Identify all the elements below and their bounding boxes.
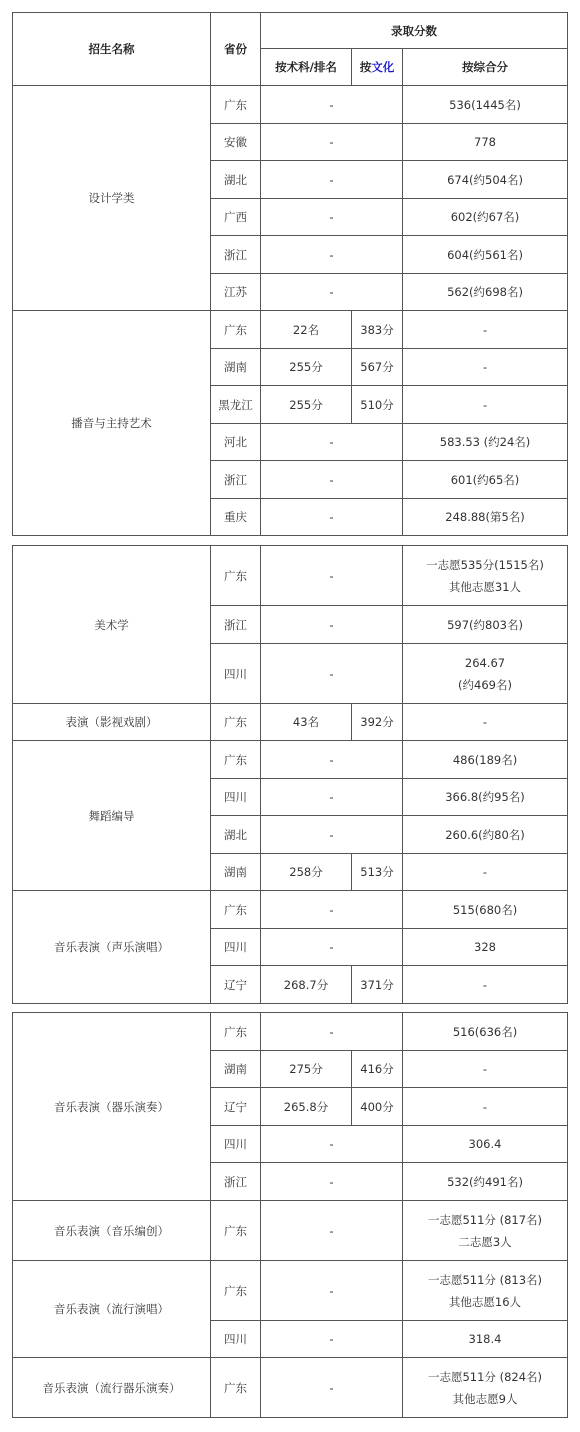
- total-score-line: 其他志愿9人: [452, 1391, 518, 1406]
- total-score-cell: 515(680名): [403, 891, 568, 929]
- province-cell: 广西: [211, 199, 261, 236]
- province-cell: 安徽: [211, 124, 261, 161]
- total-score-line: (约469名): [458, 677, 512, 692]
- major-name: 音乐表演（流行器乐演奏）: [13, 1358, 211, 1418]
- professional-score-cell: -: [261, 1358, 403, 1418]
- total-score-line: 264.67: [464, 655, 506, 670]
- professional-score-cell: 255分: [261, 386, 352, 424]
- score-table-part-1: [12, 12, 568, 536]
- group-design: [13, 86, 568, 311]
- major-name: 音乐表演（流行演唱）: [13, 1261, 211, 1358]
- total-score-cell: [403, 1358, 568, 1418]
- major-name: 播音与主持艺术: [13, 311, 211, 536]
- total-score-cell: 583.53 (约24名): [403, 424, 568, 461]
- total-score-line: 其他志愿16人: [448, 1294, 522, 1309]
- header-by-culture: [352, 49, 403, 86]
- professional-score-cell: 268.7分: [261, 966, 352, 1004]
- professional-score-cell: -: [261, 236, 403, 274]
- total-score-cell: 601(约65名): [403, 461, 568, 499]
- total-score-cell: [403, 1261, 568, 1321]
- total-score-cell: 778: [403, 124, 568, 161]
- province-cell: 辽宁: [211, 1088, 261, 1126]
- header-by-professional-prefix: 按术科: [275, 60, 310, 74]
- professional-score-cell: 43名: [261, 704, 352, 741]
- culture-score-cell: 416分: [352, 1051, 403, 1088]
- province-cell: 江苏: [211, 274, 261, 311]
- professional-score-cell: -: [261, 929, 403, 966]
- professional-score-cell: -: [261, 891, 403, 929]
- professional-score-cell: -: [261, 274, 403, 311]
- total-score-cell: [403, 644, 568, 704]
- professional-score-cell: -: [261, 816, 403, 854]
- province-cell: 湖南: [211, 349, 261, 386]
- province-cell: 广东: [211, 741, 261, 779]
- professional-score-cell: -: [261, 1201, 403, 1261]
- professional-score-cell: -: [261, 546, 403, 606]
- province-cell: 浙江: [211, 606, 261, 644]
- group-vocal: [13, 891, 568, 1004]
- professional-score-cell: -: [261, 741, 403, 779]
- professional-score-cell: -: [261, 606, 403, 644]
- total-score-cell: 260.6(约80名): [403, 816, 568, 854]
- group-pop-instrumental: [13, 1358, 568, 1418]
- professional-score-cell: -: [261, 199, 403, 236]
- total-score-cell: 516(636名): [403, 1013, 568, 1051]
- total-score-cell: -: [403, 349, 568, 386]
- total-score-cell: -: [403, 704, 568, 741]
- group-instrumental: [13, 1013, 568, 1201]
- header-major: 招生名称: [13, 13, 211, 86]
- total-score-cell: 306.4: [403, 1126, 568, 1163]
- header-by-professional: [261, 49, 352, 86]
- professional-score-cell: -: [261, 124, 403, 161]
- province-cell: 四川: [211, 644, 261, 704]
- province-cell: 浙江: [211, 461, 261, 499]
- total-score-cell: -: [403, 386, 568, 424]
- professional-score-cell: -: [261, 161, 403, 199]
- province-cell: 广东: [211, 1358, 261, 1418]
- major-name: 美术学: [13, 546, 211, 704]
- province-cell: 浙江: [211, 1163, 261, 1201]
- total-score-cell: [403, 1201, 568, 1261]
- professional-score-cell: -: [261, 1163, 403, 1201]
- province-cell: 广东: [211, 1013, 261, 1051]
- table-break-line: [12, 1003, 567, 1004]
- province-cell: 广东: [211, 1201, 261, 1261]
- professional-score-cell: 22名: [261, 311, 352, 349]
- group-fine-arts: [13, 546, 568, 704]
- total-score-cell: -: [403, 966, 568, 1004]
- total-score-line: 一志愿535分(1515名): [426, 557, 544, 572]
- group-composition: [13, 1201, 568, 1261]
- total-score-cell: 532(约491名): [403, 1163, 568, 1201]
- total-score-cell: [403, 546, 568, 606]
- total-score-cell: -: [403, 1051, 568, 1088]
- culture-score-cell: 371分: [352, 966, 403, 1004]
- total-score-line: 一志愿511分 (817名): [427, 1212, 543, 1227]
- province-cell: 广东: [211, 546, 261, 606]
- province-cell: 广东: [211, 311, 261, 349]
- professional-score-cell: -: [261, 1126, 403, 1163]
- total-score-cell: 597(约803名): [403, 606, 568, 644]
- group-dance: [13, 741, 568, 891]
- total-score-cell: 602(约67名): [403, 199, 568, 236]
- province-cell: 湖南: [211, 1051, 261, 1088]
- major-name: 表演（影视戏剧）: [13, 704, 211, 741]
- major-name: 音乐表演（器乐演奏）: [13, 1013, 211, 1201]
- header-by-culture-prefix: 按: [359, 60, 372, 74]
- total-score-line: 其他志愿31人: [448, 579, 522, 594]
- province-cell: 黑龙江: [211, 386, 261, 424]
- province-cell: 湖北: [211, 161, 261, 199]
- province-cell: 广东: [211, 1261, 261, 1321]
- score-table-part-3: [12, 1012, 568, 1418]
- professional-score-cell: -: [261, 1261, 403, 1321]
- professional-score-cell: 255分: [261, 349, 352, 386]
- province-cell: 广东: [211, 891, 261, 929]
- professional-score-cell: -: [261, 499, 403, 536]
- province-cell: 湖南: [211, 854, 261, 891]
- total-score-cell: -: [403, 854, 568, 891]
- professional-score-cell: -: [261, 644, 403, 704]
- professional-score-cell: -: [261, 461, 403, 499]
- group-pop-vocal: [13, 1261, 568, 1358]
- total-score-cell: -: [403, 1088, 568, 1126]
- professional-score-cell: -: [261, 1321, 403, 1358]
- professional-score-cell: 258分: [261, 854, 352, 891]
- total-score-cell: 674(约504名): [403, 161, 568, 199]
- total-score-line: 一志愿511分 (824名): [427, 1369, 543, 1384]
- culture-score-cell: 513分: [352, 854, 403, 891]
- culture-score-cell: 392分: [352, 704, 403, 741]
- province-cell: 广东: [211, 86, 261, 124]
- header-by-total: 按综合分: [403, 49, 568, 86]
- group-broadcasting: [13, 311, 568, 536]
- province-cell: 浙江: [211, 236, 261, 274]
- total-score-cell: 328: [403, 929, 568, 966]
- total-score-cell: 536(1445名): [403, 86, 568, 124]
- total-score-cell: 486(189名): [403, 741, 568, 779]
- province-cell: 四川: [211, 779, 261, 816]
- province-cell: 辽宁: [211, 966, 261, 1004]
- professional-score-cell: -: [261, 779, 403, 816]
- culture-score-cell: 510分: [352, 386, 403, 424]
- professional-score-cell: -: [261, 1013, 403, 1051]
- professional-score-cell: -: [261, 86, 403, 124]
- total-score-cell: 366.8(约95名): [403, 779, 568, 816]
- header-scores: 录取分数: [261, 13, 568, 49]
- total-score-cell: 604(约561名): [403, 236, 568, 274]
- province-cell: 四川: [211, 1321, 261, 1358]
- culture-score-cell: 567分: [352, 349, 403, 386]
- major-name: 音乐表演（声乐演唱）: [13, 891, 211, 1004]
- total-score-cell: 562(约698名): [403, 274, 568, 311]
- province-cell: 湖北: [211, 816, 261, 854]
- professional-score-cell: 265.8分: [261, 1088, 352, 1126]
- province-cell: 四川: [211, 929, 261, 966]
- group-acting: [13, 704, 568, 741]
- total-score-line: 一志愿511分 (813名): [427, 1272, 543, 1287]
- professional-score-cell: -: [261, 424, 403, 461]
- score-table-part-2: [12, 545, 568, 1004]
- header-by-professional-suffix: /排名: [309, 60, 337, 74]
- total-score-line: 二志愿3人: [458, 1234, 512, 1249]
- province-cell: 河北: [211, 424, 261, 461]
- major-name: 音乐表演（音乐编创）: [13, 1201, 211, 1261]
- province-cell: 四川: [211, 1126, 261, 1163]
- header-by-culture-highlight: 文化: [371, 60, 395, 74]
- province-cell: 广东: [211, 704, 261, 741]
- professional-score-cell: 275分: [261, 1051, 352, 1088]
- total-score-cell: 248.88(第5名): [403, 499, 568, 536]
- total-score-cell: -: [403, 311, 568, 349]
- province-cell: 重庆: [211, 499, 261, 536]
- total-score-cell: 318.4: [403, 1321, 568, 1358]
- major-name: 设计学类: [13, 86, 211, 311]
- major-name: 舞蹈编导: [13, 741, 211, 891]
- header-province: 省份: [211, 13, 261, 86]
- culture-score-cell: 383分: [352, 311, 403, 349]
- culture-score-cell: 400分: [352, 1088, 403, 1126]
